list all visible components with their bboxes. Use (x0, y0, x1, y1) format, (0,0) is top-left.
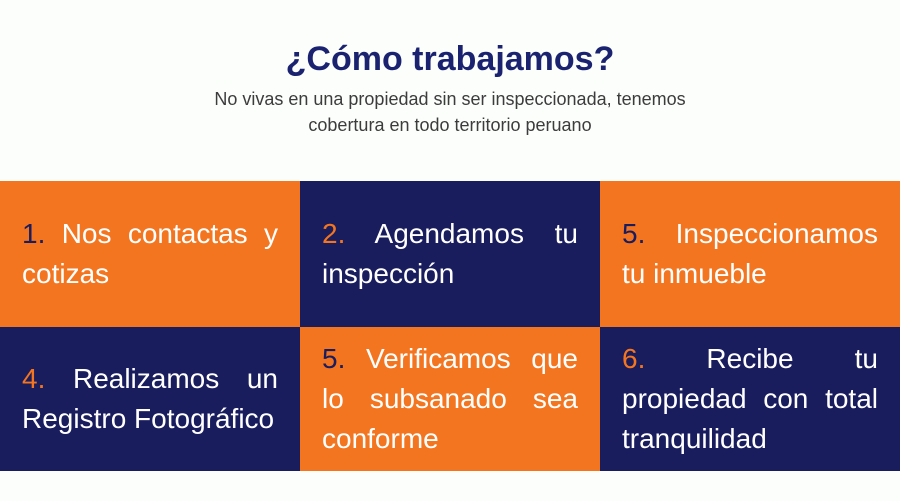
step-cell-5 (300, 327, 600, 471)
step-cell-6 (600, 327, 900, 471)
step-cell-1 (0, 181, 300, 327)
step-number: 5. (322, 343, 346, 374)
step-text: Inspeccionamos tu inmueble (622, 218, 878, 289)
step-paragraph (22, 214, 278, 294)
step-number: 6. (622, 343, 646, 374)
step-number: 2. (322, 218, 346, 249)
step-number: 5. (622, 218, 646, 249)
step-paragraph (22, 359, 278, 439)
page-title: ¿Cómo trabajamos? (285, 40, 615, 78)
steps-grid (0, 181, 900, 471)
step-cell-4 (0, 327, 300, 471)
step-text: Agendamos tu inspección (322, 218, 578, 289)
step-text: Verificamos que lo subsanado sea conforme (322, 343, 579, 454)
step-text: Realizamos un Registro Fotográfico (22, 363, 278, 434)
step-text: Nos contactas y cotizas (22, 218, 279, 289)
step-text: Recibe tu propiedad con total tranquilidad (622, 343, 878, 454)
step-cell-3 (600, 181, 900, 327)
step-paragraph (322, 339, 578, 459)
step-paragraph (622, 339, 878, 459)
step-paragraph (622, 214, 878, 294)
step-number: 4. (22, 363, 46, 394)
step-paragraph (322, 214, 578, 294)
step-number: 1. (22, 218, 46, 249)
page-subtitle: No vivas en una propiedad sin ser inspeccionada, tenemos cobertura en todo territorio peruano (214, 89, 686, 135)
header (0, 0, 900, 138)
step-cell-2 (300, 181, 600, 327)
